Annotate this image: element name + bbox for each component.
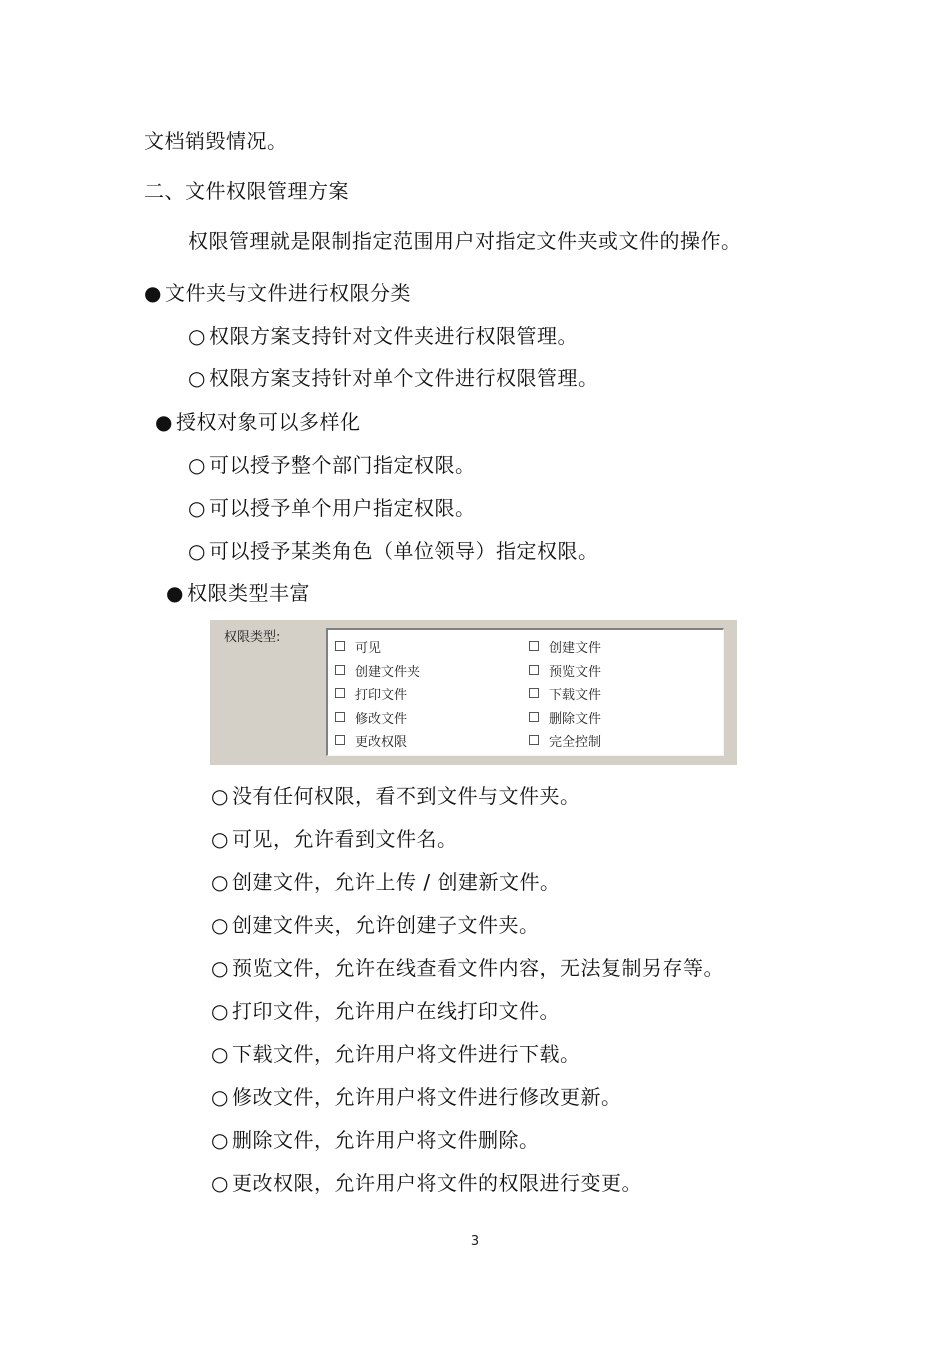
- permission-type-panel: [210, 620, 737, 765]
- list-item: [188, 364, 599, 392]
- circle-bullet-icon: ○: [211, 956, 229, 980]
- list-item: [211, 911, 540, 939]
- permission-option-label: 下载文件: [549, 687, 602, 703]
- permission-option-download-file[interactable]: [529, 684, 601, 702]
- list-item-text: 下载文件，允许用户将文件进行下载。: [232, 1042, 581, 1066]
- list-item-text: 可见，允许看到文件名。: [232, 827, 458, 851]
- circle-bullet-icon: ○: [211, 784, 229, 808]
- list-item-text: 可以授予整个部门指定权限。: [209, 453, 476, 477]
- list-item: [211, 954, 724, 982]
- list-item: [211, 825, 458, 853]
- permission-option-label: 打印文件: [355, 687, 408, 703]
- permission-option-label: 可见: [355, 640, 382, 656]
- circle-bullet-icon: ○: [188, 453, 206, 477]
- permission-option-label: 预览文件: [549, 664, 602, 680]
- bullet-heading-text: 权限类型丰富: [187, 581, 310, 605]
- list-item-text: 没有任何权限，看不到文件与文件夹。: [232, 784, 581, 808]
- circle-bullet-icon: ○: [188, 496, 206, 520]
- checkbox[interactable]: [529, 641, 539, 651]
- bullet-heading: [155, 408, 361, 436]
- permission-type-label: 权限类型:: [224, 630, 281, 645]
- list-item-text: 预览文件，允许在线查看文件内容，无法复制另存等。: [232, 956, 724, 980]
- list-item: [188, 537, 599, 565]
- list-item: [188, 322, 578, 350]
- bullet-heading: [144, 279, 411, 307]
- permission-option-label: 完全控制: [549, 734, 602, 750]
- list-item-text: 权限方案支持针对文件夹进行权限管理。: [209, 324, 578, 348]
- checkbox[interactable]: [529, 688, 539, 698]
- permission-option-label: 修改文件: [355, 711, 408, 727]
- permission-option-create-folder[interactable]: [335, 661, 420, 679]
- list-item-text: 可以授予单个用户指定权限。: [209, 496, 476, 520]
- list-item-text: 创建文件，允许上传 / 创建新文件。: [232, 870, 561, 894]
- list-item: [211, 997, 560, 1025]
- checkbox[interactable]: [335, 735, 345, 745]
- circle-bullet-icon: ○: [211, 827, 229, 851]
- bullet-heading-text: 文件夹与文件进行权限分类: [165, 281, 411, 305]
- paragraph-line: 权限管理就是限制指定范围用户对指定文件夹或文件的操作。: [188, 229, 742, 253]
- list-item-text: 删除文件，允许用户将文件删除。: [232, 1128, 540, 1152]
- circle-bullet-icon: ○: [211, 870, 229, 894]
- list-item-text: 修改文件，允许用户将文件进行修改更新。: [232, 1085, 622, 1109]
- circle-bullet-icon: ○: [211, 1171, 229, 1195]
- circle-bullet-icon: ○: [211, 999, 229, 1023]
- permission-option-create-file[interactable]: [529, 637, 601, 655]
- checkbox[interactable]: [335, 688, 345, 698]
- permission-option-delete-file[interactable]: [529, 708, 601, 726]
- circle-bullet-icon: ○: [211, 1128, 229, 1152]
- list-item: [211, 782, 581, 810]
- permission-option-print-file[interactable]: [335, 684, 407, 702]
- checkbox[interactable]: [529, 665, 539, 675]
- permission-option-preview-file[interactable]: [529, 661, 601, 679]
- circle-bullet-icon: ○: [188, 324, 206, 348]
- circle-bullet-icon: ○: [188, 539, 206, 563]
- circle-bullet-icon: ○: [188, 366, 206, 390]
- permission-option-label: 创建文件: [549, 640, 602, 656]
- list-item: [211, 868, 560, 896]
- bullet-dot-icon: ●: [144, 281, 162, 305]
- permission-option-visible[interactable]: [335, 637, 381, 655]
- list-item-text: 权限方案支持针对单个文件进行权限管理。: [209, 366, 599, 390]
- permission-option-label: 创建文件夹: [355, 664, 421, 680]
- paragraph-line: 文档销毁情况。: [144, 129, 288, 153]
- page-number: 3: [470, 1234, 480, 1249]
- circle-bullet-icon: ○: [211, 1042, 229, 1066]
- section-heading: 二、文件权限管理方案: [144, 179, 349, 203]
- permission-options-box: [326, 628, 724, 756]
- circle-bullet-icon: ○: [211, 913, 229, 937]
- checkbox[interactable]: [335, 641, 345, 651]
- checkbox[interactable]: [335, 665, 345, 675]
- permission-option-label: 更改权限: [355, 734, 408, 750]
- list-item: [211, 1083, 622, 1111]
- list-item-text: 创建文件夹，允许创建子文件夹。: [232, 913, 540, 937]
- bullet-dot-icon: ●: [166, 581, 184, 605]
- permission-option-change-permission[interactable]: [335, 731, 407, 749]
- circle-bullet-icon: ○: [211, 1085, 229, 1109]
- list-item: [211, 1126, 540, 1154]
- bullet-heading-text: 授权对象可以多样化: [176, 410, 361, 434]
- checkbox[interactable]: [335, 712, 345, 722]
- permission-option-full-control[interactable]: [529, 731, 601, 749]
- list-item: [211, 1040, 581, 1068]
- checkbox[interactable]: [529, 712, 539, 722]
- permission-option-label: 删除文件: [549, 711, 602, 727]
- list-item-text: 更改权限，允许用户将文件的权限进行变更。: [232, 1171, 642, 1195]
- list-item: [211, 1169, 642, 1197]
- list-item-text: 打印文件，允许用户在线打印文件。: [232, 999, 560, 1023]
- list-item-text: 可以授予某类角色（单位领导）指定权限。: [209, 539, 599, 563]
- permission-option-modify-file[interactable]: [335, 708, 407, 726]
- bullet-dot-icon: ●: [155, 410, 173, 434]
- list-item: [188, 494, 476, 522]
- list-item: [188, 451, 476, 479]
- checkbox[interactable]: [529, 735, 539, 745]
- bullet-heading: [166, 579, 310, 607]
